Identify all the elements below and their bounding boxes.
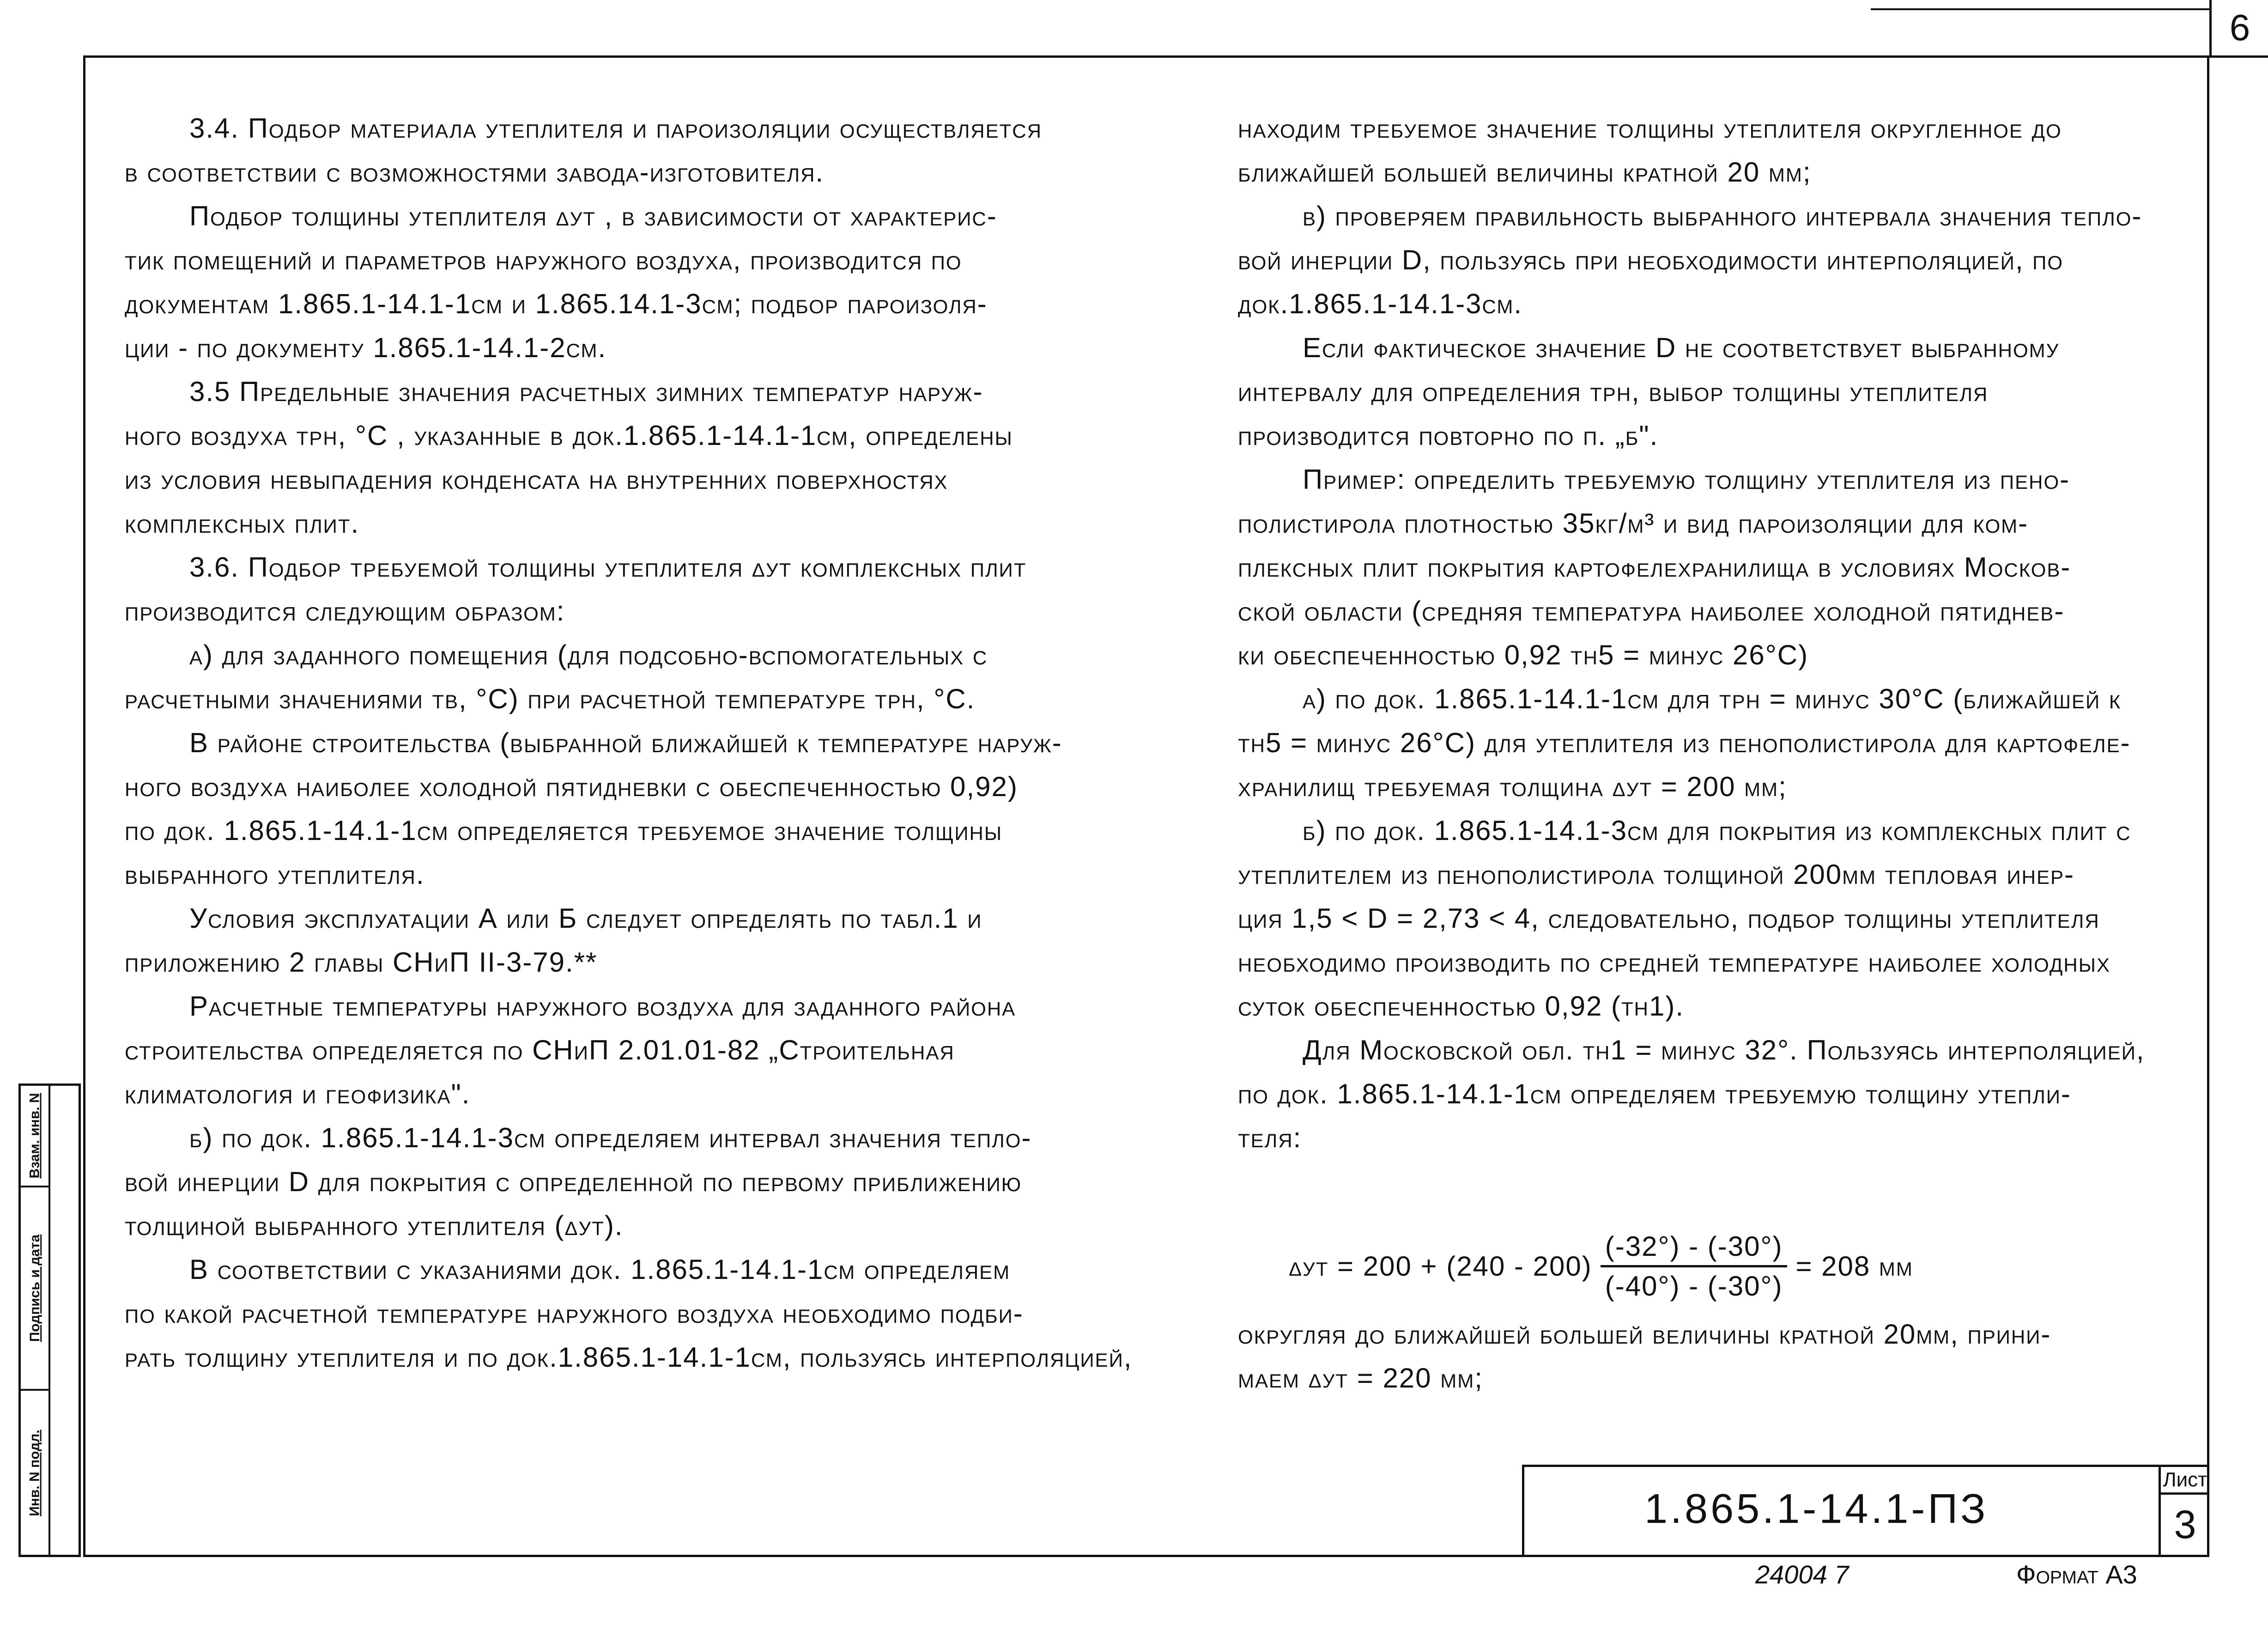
formula-denominator: (-40°) - (-30°)	[1605, 1270, 1783, 1302]
thickness-formula	[1289, 1220, 1913, 1312]
archive-number: 24004 7	[1755, 1560, 1849, 1589]
text-line: ближайшей большей величины кратной 20 мм;	[1238, 157, 1812, 188]
sidebar-label: Инв. N подл.	[27, 1429, 42, 1516]
formula-fraction	[1601, 1230, 1788, 1302]
text-line: а) для заданного помещения (для подсобно-вспомогательных с	[189, 639, 988, 670]
text-line: климатология и геофизика".	[125, 1078, 471, 1109]
formula-numerator: (-32°) - (-30°)	[1601, 1230, 1788, 1267]
right-column-conclusion	[1238, 1312, 2268, 1400]
text-line: документам 1.865.1-14.1-1см и 1.865.14.1-3см; подбор пароизоля-	[125, 288, 988, 319]
text-line: Если фактическое значение D не соответствует выбранному	[1303, 332, 2060, 363]
text-line: тик помещений и параметров наружного воздуха, производится по	[125, 244, 962, 275]
sidebar-label: Взам. инв. N	[27, 1093, 43, 1179]
text-line: теля:	[1238, 1122, 1302, 1153]
top-border-line	[1871, 8, 2209, 10]
text-line: док.1.865.1-14.1-3см.	[1238, 288, 1523, 319]
text-line: толщиной выбранного утеплителя (δут).	[125, 1210, 624, 1241]
text-line: выбранного утеплителя.	[125, 859, 425, 890]
text-line: tн5 = минус 26°С) для утеплителя из пенополистирола для картофеле-	[1238, 727, 2131, 758]
sidebar-cell-replacement	[21, 1086, 49, 1187]
sheet-number-box	[2159, 1492, 2209, 1557]
text-line: Условия эксплуатации А или Б следует определять по табл.1 и	[189, 903, 982, 934]
text-line: утеплителем из пенополистирола толщиной 200мм тепловая инер-	[1238, 859, 2075, 890]
text-line: ки обеспеченностью 0,92 tн5 = минус 26°С)	[1238, 639, 1809, 670]
text-line: комплексных плит.	[125, 508, 360, 539]
text-line: необходимо производить по средней температуре наиболее холодных	[1238, 947, 2110, 978]
text-line: 3.6. Подбор требуемой толщины утеплителя δут комплексных плит	[189, 552, 1027, 583]
text-line: по какой расчетной температуре наружного воздуха необходимо подби-	[125, 1298, 1024, 1329]
text-line: производится следующим образом:	[125, 596, 565, 627]
text-line: хранилищ требуемая толщина δут = 200 мм;	[1238, 771, 1787, 802]
formula-result: = 208 мм	[1795, 1250, 1913, 1282]
page-number: 6	[2229, 7, 2250, 48]
page-number-box	[2209, 0, 2268, 58]
text-line: В соответствии с указаниями док. 1.865.1-14.1-1см определяем	[189, 1254, 1011, 1285]
text-line: из условия невыпадения конденсата на внутренних поверхностях	[125, 464, 948, 495]
text-line: интервалу для определения tрн, выбор толщины утеплителя	[1238, 376, 1989, 407]
left-text-column	[125, 106, 1196, 1379]
text-line: производится повторно по п. „б".	[1238, 420, 1659, 451]
text-line: 3.5 Предельные значения расчетных зимних температур наруж-	[189, 376, 983, 407]
text-line: Подбор толщины утеплителя δут , в зависимости от характерис-	[189, 201, 997, 231]
text-line: вой инерции D для покрытия с определенной по первому приближению	[125, 1166, 1022, 1197]
text-line: ция 1,5 < D = 2,73 < 4, следовательно, подбор толщины утеплителя	[1238, 903, 2100, 934]
text-line: Для Московской обл. tн1 = минус 32°. Пользуясь интерполяцией,	[1303, 1035, 2145, 1065]
text-line: Расчетные температуры наружного воздуха для заданного района	[189, 991, 1016, 1022]
text-line: суток обеспеченностью 0,92 (tн1).	[1238, 991, 1684, 1022]
text-line: вой инерции D, пользуясь при необходимости интерполяцией, по	[1238, 244, 2064, 275]
text-line: ного воздуха наиболее холодной пятидневки с обеспеченностью 0,92)	[125, 771, 1018, 802]
sidebar-label: Подпись и дата	[27, 1234, 43, 1342]
text-line: находим требуемое значение толщины утеплителя округленное до	[1238, 113, 2062, 144]
text-line: округляя до ближайшей большей величины кратной 20мм, прини-	[1238, 1319, 2051, 1350]
text-line: б) по док. 1.865.1-14.1-3см для покрытия из комплексных плит с	[1303, 815, 2131, 846]
text-line: 3.4. Подбор материала утеплителя и пароизоляции осуществляется	[189, 113, 1042, 144]
text-line: б) по док. 1.865.1-14.1-3см определяем интервал значения тепло-	[189, 1122, 1032, 1153]
text-line: в) проверяем правильность выбранного интервала значения тепло-	[1303, 201, 2142, 231]
text-line: плексных плит покрытия картофелехранилища в условиях Москов-	[1238, 552, 2071, 583]
paper-format: Формат А3	[2016, 1560, 2137, 1589]
text-line: а) по док. 1.865.1-14.1-1см для tрн = минус 30°С (ближайшей к	[1303, 683, 2122, 714]
text-line: маем δут = 220 мм;	[1238, 1363, 1483, 1394]
text-line: ного воздуха tрн, °С , указанные в док.1.865.1-14.1-1см, определены	[125, 420, 1013, 451]
text-line: ции - по документу 1.865.1-14.1-2см.	[125, 332, 607, 363]
text-line: Пример: определить требуемую толщину утеплителя из пено-	[1303, 464, 2070, 495]
sheet-number: 3	[2174, 1502, 2196, 1547]
text-line: расчетными значениями tв, °С) при расчетной температуре tрн, °С.	[125, 683, 976, 714]
text-line: в соответствии с возможностями завода-изготовителя.	[125, 157, 825, 188]
sidebar-cell-signature	[21, 1187, 49, 1391]
approval-sidebar	[18, 1083, 81, 1557]
text-line: по док. 1.865.1-14.1-1см определяется требуемое значение толщины	[125, 815, 1003, 846]
text-line: строительства определяется по СНиП 2.01.01-82 „Строительная	[125, 1035, 955, 1065]
text-line: приложению 2 главы СНиП II-3-79.**	[125, 947, 598, 978]
title-block	[1522, 1465, 2209, 1557]
text-line: полистирола плотностью 35кг/м³ и вид пароизоляции для ком-	[1238, 508, 2029, 539]
formula-lhs: δут = 200 + (240 - 200)	[1289, 1250, 1592, 1282]
text-line: ской области (средняя температура наиболее холодной пятиднев-	[1238, 596, 2065, 627]
text-line: рать толщину утеплителя и по док.1.865.1-14.1-1см, пользуясь интерполяцией,	[125, 1342, 1133, 1373]
text-line: В районе строительства (выбранной ближайшей к температуре наруж-	[189, 727, 1062, 758]
document-code: 1.865.1-14.1-ПЗ	[1644, 1486, 1989, 1532]
sheet-label: Лист	[2159, 1467, 2209, 1495]
sidebar-cell-inventory	[21, 1391, 49, 1555]
right-text-column	[1238, 106, 2268, 1160]
text-line: по док. 1.865.1-14.1-1см определяем требуемую толщину утепли-	[1238, 1078, 2071, 1109]
